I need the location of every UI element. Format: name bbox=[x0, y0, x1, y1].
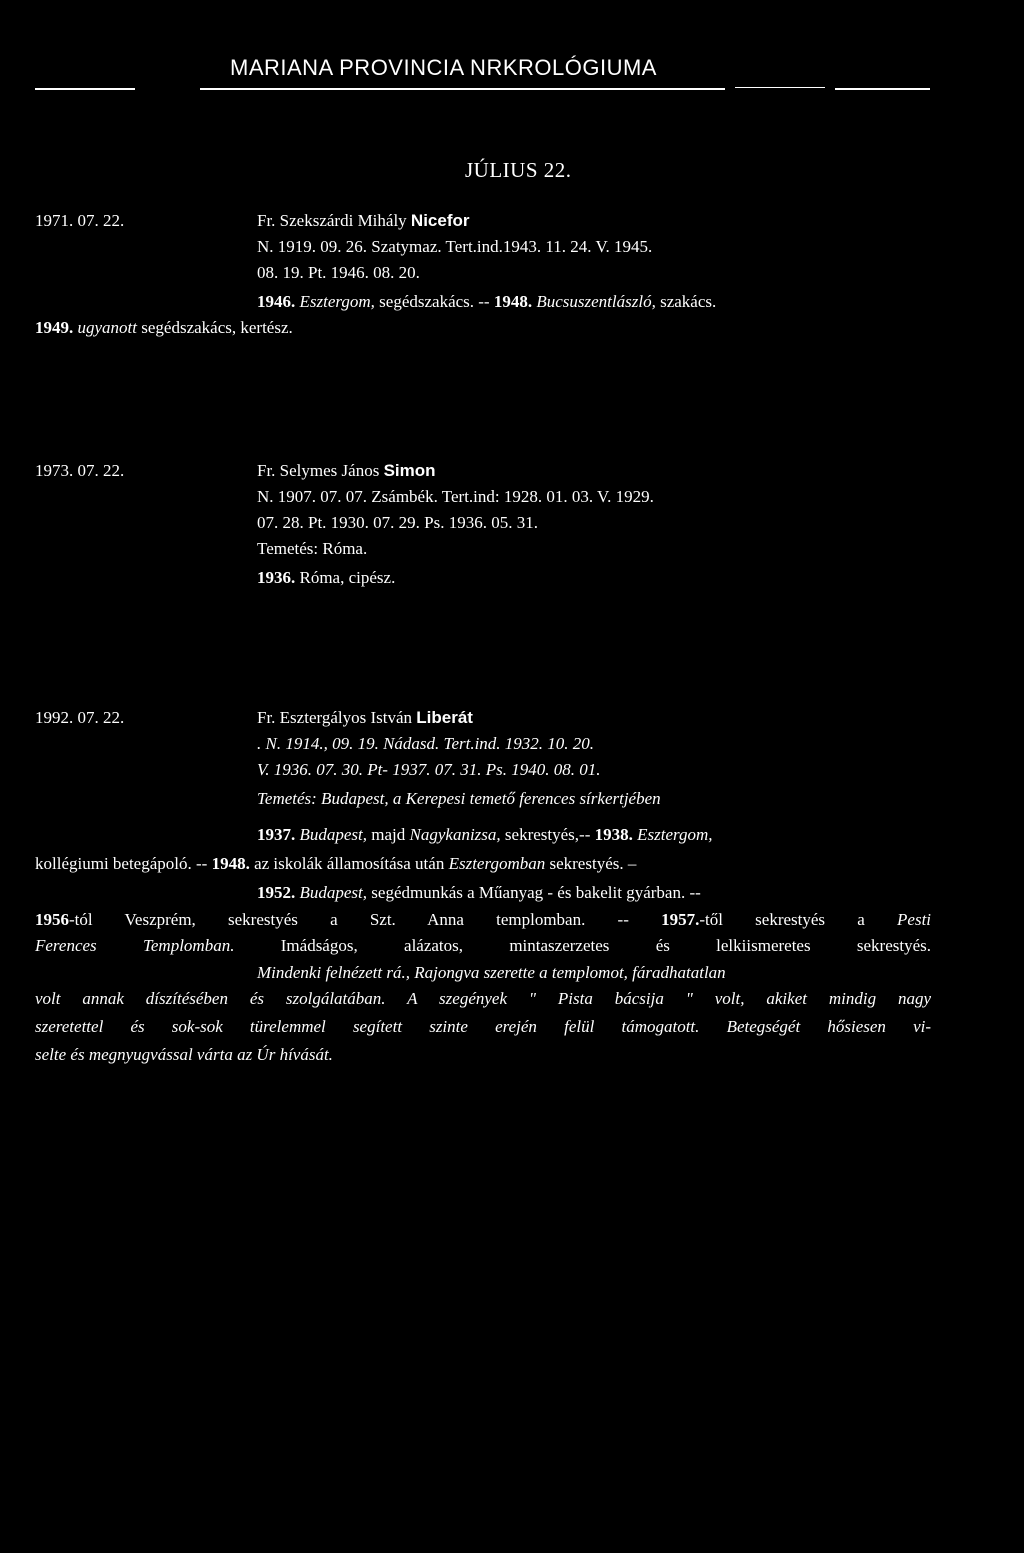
name-prefix: Fr. Esztergályos István bbox=[257, 708, 413, 727]
career-year: 1948. bbox=[211, 854, 250, 873]
career-year: 1946. bbox=[257, 292, 296, 311]
name-prefix: Fr. Selymes János bbox=[257, 461, 380, 480]
career-text: segédszakács. -- bbox=[379, 292, 490, 311]
career-text: -től sekrestyés a bbox=[699, 910, 865, 929]
career-year: 1938. bbox=[594, 825, 633, 844]
eulogy-line: szeretettel és sok-sok türelemmel segített szinte erején felül támogatott. Betegségét hősiesen vi- bbox=[35, 1017, 931, 1036]
career-place: Esztergom, bbox=[637, 825, 713, 844]
career-text: Róma, cipész. bbox=[299, 568, 396, 587]
career-year: 1952. bbox=[257, 883, 296, 902]
religious-name: Simon bbox=[383, 461, 436, 480]
eulogy-line: volt annak díszítésében és szolgálatában. A szegények " Pista bácsija " volt, akiket mindig nagy bbox=[35, 989, 931, 1008]
page-title: MARIANA PROVINCIA NRKROLÓGIUMA bbox=[230, 55, 657, 80]
career-line bbox=[257, 289, 716, 315]
eulogy-line: Mindenki felnézett rá., Rajongva szerette a templomot, fáradhatatlan bbox=[257, 963, 726, 982]
career-text: -tól Veszprém, sekrestyés a Szt. Anna templomban. -- bbox=[69, 910, 629, 929]
career-text: kollégiumi betegápoló. -- bbox=[35, 854, 208, 873]
header-rule-right-2 bbox=[835, 88, 930, 90]
career-text: az iskolák államosítása után bbox=[254, 854, 445, 873]
career-place: Ferences Templomban. bbox=[35, 936, 235, 955]
career-line bbox=[257, 880, 701, 906]
burial-line: Temetés: Budapest, a Kerepesi temető ferences sírkertjében bbox=[257, 789, 661, 808]
entry-line: V. 1936. 07. 30. Pt- 1937. 07. 31. Ps. 1940. 08. 01. bbox=[257, 760, 601, 779]
career-text: segédmunkás a Műanyag - és bakelit gyárban. -- bbox=[371, 883, 701, 902]
career-year: 1948. bbox=[493, 292, 533, 311]
date-heading: JÚLIUS 22. bbox=[465, 158, 572, 182]
career-line bbox=[257, 565, 395, 591]
entry-date: 1973. 07. 22. bbox=[35, 461, 125, 480]
career-line bbox=[35, 851, 636, 877]
entry-date: 1992. 07. 22. bbox=[35, 708, 125, 727]
career-place: ugyanott bbox=[77, 318, 137, 337]
entry-line: 07. 28. Pt. 1930. 07. 29. Ps. 1936. 05. 31. bbox=[257, 513, 538, 532]
career-place: Bucsuszentlászló, bbox=[536, 292, 656, 311]
career-line bbox=[35, 933, 931, 959]
header-rule-right-1 bbox=[735, 87, 825, 88]
career-year: 1956 bbox=[35, 910, 69, 929]
header-rule-main bbox=[200, 88, 725, 90]
career-year: 1957. bbox=[661, 910, 700, 929]
career-year: 1936. bbox=[257, 568, 296, 587]
career-place: Budapest, bbox=[299, 883, 368, 902]
career-text: sekrestyés,-- bbox=[504, 825, 591, 844]
entry-line: 08. 19. Pt. 1946. 08. 20. bbox=[257, 263, 420, 282]
entry-date: 1971. 07. 22. bbox=[35, 211, 125, 230]
career-line bbox=[257, 822, 713, 848]
entry-line: N. 1907. 07. 07. Zsámbék. Tert.ind: 1928. 01. 03. V. 1929. bbox=[257, 487, 654, 506]
career-year: 1937. bbox=[257, 825, 296, 844]
entry-line: N. 1919. 09. 26. Szatymaz. Tert.ind.1943. 11. 24. V. 1945. bbox=[257, 237, 653, 256]
header-rule-left bbox=[35, 88, 135, 90]
name-prefix: Fr. Szekszárdi Mihály bbox=[257, 211, 407, 230]
entry-name bbox=[257, 458, 436, 484]
page-header bbox=[0, 55, 1024, 95]
career-line bbox=[35, 907, 931, 933]
career-year: 1949. bbox=[35, 318, 74, 337]
career-place: Nagykanizsa, bbox=[409, 825, 501, 844]
entry-name bbox=[257, 208, 470, 234]
career-line bbox=[35, 315, 293, 341]
entry-line: . N. 1914., 09. 19. Nádasd. Tert.ind. 1932. 10. 20. bbox=[257, 734, 595, 753]
career-place: Budapest, bbox=[299, 825, 368, 844]
career-text: majd bbox=[371, 825, 406, 844]
career-place: Esztergom, bbox=[299, 292, 375, 311]
entry-line: Temetés: Róma. bbox=[257, 539, 368, 558]
career-text: szakács. bbox=[660, 292, 717, 311]
career-place: Pesti bbox=[897, 910, 932, 929]
religious-name: Nicefor bbox=[410, 211, 470, 230]
career-text: segédszakács, kertész. bbox=[141, 318, 293, 337]
entry-name bbox=[257, 705, 473, 731]
career-text: Imádságos, alázatos, mintaszerzetes és lelkiismeretes sekrestyés. bbox=[280, 936, 932, 955]
religious-name: Liberát bbox=[416, 708, 473, 727]
eulogy-line: selte és megnyugvással várta az Úr hívását. bbox=[35, 1045, 333, 1064]
career-place: Esztergomban bbox=[448, 854, 546, 873]
career-text: sekrestyés. – bbox=[549, 854, 637, 873]
